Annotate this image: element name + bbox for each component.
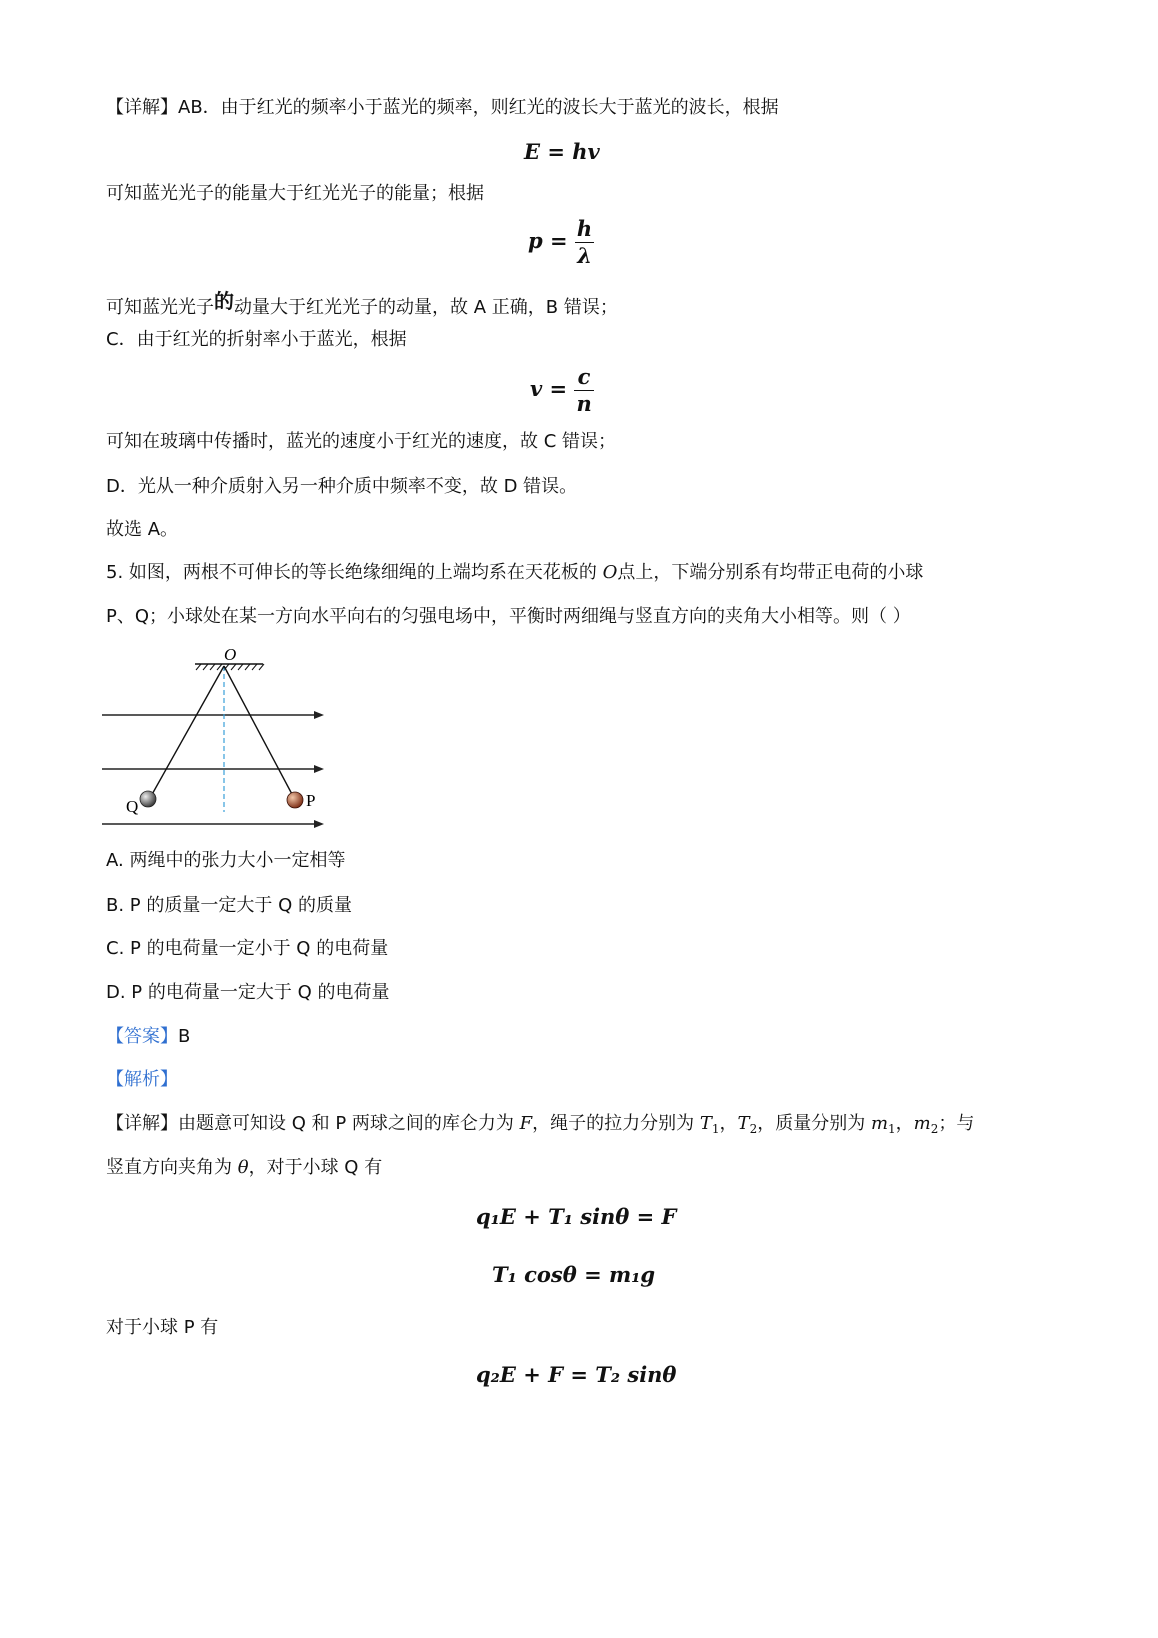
- eq-lhs: p: [528, 228, 543, 253]
- fraction-denominator: λ: [577, 243, 592, 268]
- option-b: B. P 的质量一定大于 Q 的质量: [106, 895, 352, 916]
- text-segment: ，绳子的拉力分别为: [532, 1113, 695, 1134]
- equation-p-horizontal: q₂E + F = T₂ sinθ: [476, 1362, 677, 1387]
- option-c: C. P 的电荷量一定小于 Q 的电荷量: [106, 938, 389, 959]
- text-segment: ，: [895, 1113, 914, 1134]
- equation-energy: [524, 139, 600, 164]
- fraction: [574, 366, 593, 415]
- answer-value: B: [178, 1026, 191, 1047]
- text-segment: 5. 如图，两根不可伸长的等长绝缘细绳的上端均系在天花板的: [106, 562, 597, 583]
- text-segment: ，质量分别为: [757, 1113, 866, 1134]
- fraction-numerator: c: [577, 364, 591, 389]
- answer-line: [106, 1025, 190, 1049]
- eq-op: =: [549, 376, 568, 401]
- text-line: 故选 A。: [106, 519, 179, 540]
- var-m1: $m_1$: [870, 1113, 896, 1136]
- detail-label: 【详解】: [106, 1113, 178, 1134]
- label-q: Q: [126, 797, 139, 816]
- text-segment: 由题意可知设 Q 和 P 两球之间的库仑力为: [178, 1113, 514, 1134]
- text-segment: ；与: [938, 1113, 975, 1134]
- string-q: [150, 666, 224, 798]
- answer-label: 【答案】: [106, 1026, 178, 1047]
- text-line: 可知在玻璃中传播时，蓝光的速度小于红光的速度，故 C 错误；: [106, 431, 617, 452]
- var-m2: $m_2$: [913, 1113, 939, 1136]
- text-segment: 的: [214, 289, 234, 313]
- text-line: [106, 1156, 382, 1180]
- label-o: O: [224, 645, 237, 664]
- eq-lhs: v: [530, 376, 543, 401]
- var-t1: $T_1$: [699, 1113, 720, 1136]
- eq-rhs: hv: [572, 139, 600, 164]
- ball-p: [287, 792, 303, 808]
- analysis-label: 【解析】: [106, 1069, 178, 1090]
- label-p: P: [306, 791, 316, 810]
- string-p: [224, 666, 294, 798]
- ball-q: [140, 791, 156, 807]
- eq-op: =: [550, 228, 568, 253]
- text-line: [106, 289, 618, 320]
- equation-momentum: [528, 218, 594, 267]
- question-stem-line2: P、Q；小球处在某一方向水平向右的匀强电场中，平衡时两细绳与竖直方向的夹角大小相等。则（ ）: [106, 606, 911, 627]
- text-segment: 点上，下端分别系有均带正电荷的小球: [617, 562, 924, 583]
- pendulum-figure: [100, 640, 340, 840]
- fraction-numerator: h: [576, 216, 593, 241]
- text-segment: 竖直方向夹角为: [106, 1157, 232, 1178]
- eq-lhs: E: [524, 139, 541, 164]
- detail-paragraph-1: [106, 96, 779, 120]
- option-a: A. 两绳中的张力大小一定相等: [106, 850, 346, 871]
- detail-text: AB．由于红光的频率小于蓝光的频率，则红光的波长大于蓝光的波长，根据: [178, 97, 779, 118]
- text-segment: ，对于小球 Q 有: [248, 1157, 383, 1178]
- equation-q-vertical: T₁ cosθ = m₁g: [492, 1262, 656, 1287]
- text-segment: 动量大于红光光子的动量，故 A 正确，B 错误；: [234, 297, 618, 318]
- text-segment: 可知蓝光光子: [106, 297, 214, 318]
- var-theta: θ: [237, 1157, 249, 1178]
- fraction-denominator: n: [576, 391, 592, 416]
- equation-q-horizontal: q₁E + T₁ sinθ = F: [476, 1204, 677, 1229]
- var-f: F: [519, 1113, 533, 1134]
- text-line: 可知蓝光光子的能量大于红光光子的能量；根据: [106, 183, 484, 204]
- text-segment: ，: [719, 1113, 738, 1134]
- text-line: C．由于红光的折射率小于蓝光，根据: [106, 329, 407, 350]
- eq-op: =: [547, 139, 565, 164]
- var-t2: $T_2$: [737, 1113, 758, 1136]
- text-line: D．光从一种介质射入另一种介质中频率不变，故 D 错误。: [106, 476, 578, 497]
- point-o: O: [602, 562, 618, 583]
- text-line: 对于小球 P 有: [106, 1317, 219, 1338]
- detail-paragraph-2: [106, 1112, 974, 1141]
- equation-velocity: [530, 366, 594, 415]
- detail-label: 【详解】: [106, 97, 178, 118]
- ceiling: [195, 664, 264, 670]
- fraction: [575, 218, 594, 267]
- option-d: D. P 的电荷量一定大于 Q 的电荷量: [106, 982, 390, 1003]
- question-stem: [106, 561, 923, 585]
